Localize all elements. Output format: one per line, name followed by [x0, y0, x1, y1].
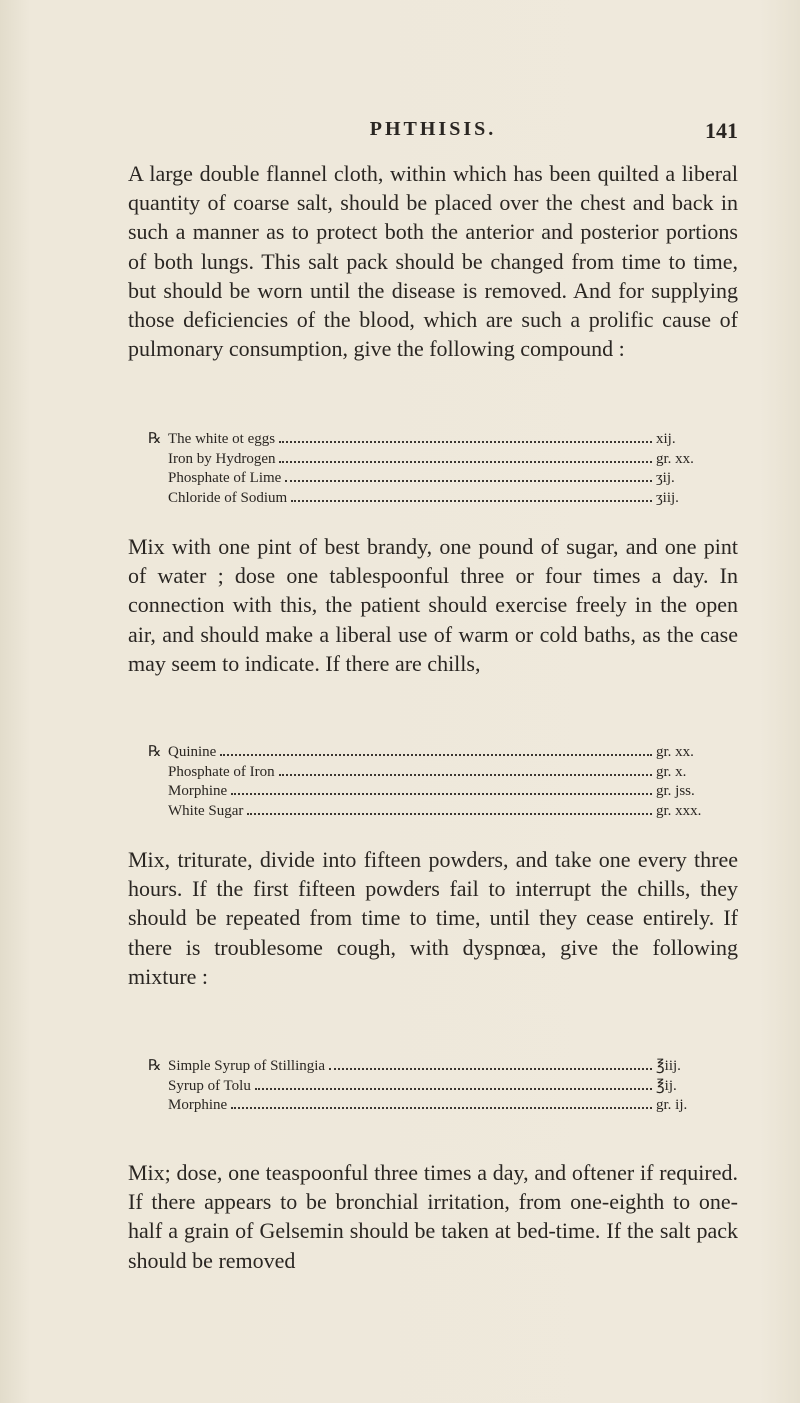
rx-ingredient: Morphine — [168, 1097, 228, 1113]
leader-dots — [247, 813, 652, 815]
running-head: PHTHISIS. — [369, 118, 497, 140]
rx-line — [148, 743, 708, 763]
rx-dose: gr. xx. — [656, 744, 694, 760]
prescription-cough-mixture — [148, 1057, 708, 1116]
rx-line — [148, 782, 708, 802]
rx-ingredient: Quinine — [168, 744, 217, 760]
rx-line — [148, 489, 708, 509]
rx-ingredient: Chloride of Sodium — [168, 489, 288, 506]
leader-dots — [279, 774, 652, 776]
rx-ingredient: Simple Syrup of Stillingia — [168, 1058, 326, 1074]
leader-dots — [329, 1068, 652, 1070]
rx-ingredient: Syrup of Tolu — [168, 1077, 251, 1094]
rx-symbol: ℞ — [148, 744, 162, 760]
rx-dose: gr. x. — [656, 763, 687, 780]
page-number: 141 — [705, 118, 738, 143]
prescription-chills-powders — [148, 743, 708, 821]
leader-dots — [231, 1107, 652, 1109]
rx-dose: ℥ij. — [656, 1077, 677, 1094]
rx-dose: gr. xxx. — [656, 802, 702, 819]
rx-ingredient: Morphine — [168, 783, 228, 799]
rx-line — [148, 430, 708, 450]
page-header — [128, 118, 738, 144]
rx-symbol: ℞ — [148, 1058, 162, 1074]
rx-line — [148, 450, 708, 470]
rx-ingredient: The white ot eggs — [168, 431, 276, 447]
paragraph-dose-gelsemin: Mix; dose, one teaspoonful three times a day, and oftener if required. If there appears to be bronchial irritation, from one-eighth to one-half a grain of Gelsemin should be taken at bed-time. If the salt pack should be removed — [128, 1160, 738, 1273]
paragraph-powders: Mix, triturate, divide into fifteen powders, and take one every three hours. If the first fifteen powders fail to interrupt the chills, they should be repeated from time to time, until they cease entirely. If there is troublesome cough, with dyspnœa, give the following mixture : — [128, 847, 738, 989]
leader-dots — [231, 793, 652, 795]
rx-line — [148, 1096, 708, 1116]
rx-ingredient: Phosphate of Iron — [168, 763, 275, 780]
leader-dots — [220, 754, 652, 756]
leader-dots — [285, 480, 652, 482]
leader-dots — [291, 500, 652, 502]
rx-dose: xij. — [656, 431, 676, 447]
leader-dots — [279, 461, 652, 463]
rx-dose: ʒij. — [656, 470, 675, 486]
rx-ingredient: Iron by Hydrogen — [168, 450, 276, 467]
paragraph-salt-pack: A large double flannel cloth, within which has been quilted a liberal quantity of coarse salt, should be placed over the chest and back in such a manner as to protect both the anterior and posterior portions of both lungs. This salt pack should be changed from time to time, but should be worn until the disease is removed. And for supplying those deficiencies of the blood, which are such a prolific cause of pulmonary consumption, give the following compound : — [128, 161, 738, 362]
rx-dose: gr. xx. — [656, 450, 694, 467]
leader-dots — [255, 1088, 652, 1090]
rx-line — [148, 802, 708, 822]
paragraph-brandy-mixture: Mix with one pint of best brandy, one pound of sugar, and one pint of water ; dose one tablespoonful three or four times a day. In connection with this, the patient should exercise freely in the open air, and should make a liberal use of warm or cold baths, as the case may seem to indicate. If there are chills, — [128, 534, 738, 676]
rx-ingredient: Phosphate of Lime — [168, 470, 282, 486]
rx-dose: gr. jss. — [656, 783, 695, 799]
rx-dose: gr. ij. — [656, 1097, 688, 1113]
rx-ingredient: White Sugar — [168, 802, 244, 819]
rx-dose: ʒiij. — [656, 489, 679, 506]
leader-dots — [279, 441, 652, 443]
rx-symbol: ℞ — [148, 431, 162, 447]
rx-line — [148, 763, 708, 783]
rx-line — [148, 1077, 708, 1097]
rx-dose: ℥iij. — [656, 1058, 681, 1074]
rx-line — [148, 469, 708, 489]
prescription-blood-compound — [148, 430, 708, 508]
rx-line — [148, 1057, 708, 1077]
